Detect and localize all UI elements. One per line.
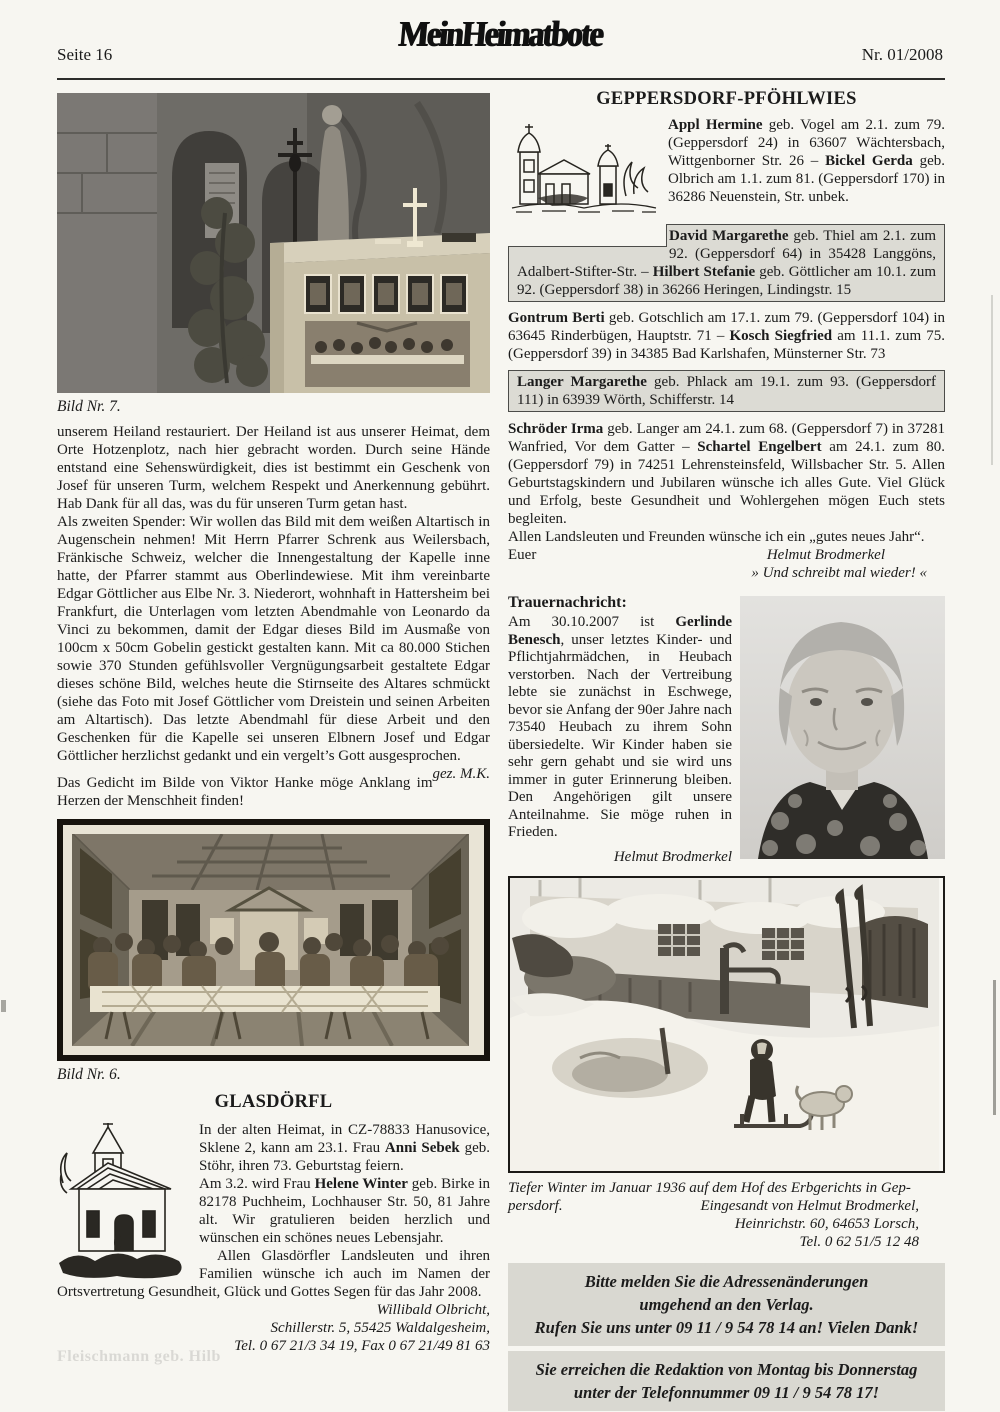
- paragraph-2-text: Als zweiten Spender: Wir wollen das Bild mit dem weißen Altartisch in Augenschein nehmen! Mit Herrn Pfarrer Schrenk aus Weilersbach, Fränkische Schweiz, welcher die Innengestaltung der Kapelle inne hatte, der Pfarrer stammt aus Oberlindewiese. Mit ihm vereinbarte Edgar Göttlicher aus Elbe Nr. 3. Niederort, wohnhaft in Hattersheim bei Frankfurt, die Unterlagen vom letzten Abendmahle von Leonardo da Vinci zu bekommen, damit der Edgar dieses Bild im Ausmaße von 100cm x 50cm Gobelin gestickt gestalten kann. Mit ca 80.000 Stichen sowie 370 Stunden gefühlsvoller Vergnügungsarbeit gestaltete Edgar dieses schöne Bild, welches heute die Stirnseite des Altares schmückt (siehe das Foto mit Josef Göttlicher vom Dreistein und seinen Arbeiten am Altartisch). Das letzte Abendmahl für diese Arbeit und den Geschenken für die Kapelle sei unseren Elbnern Josef und Edgar Göttlicher herzlichst gedankt und ein vergelt’s Gott ausgesprochen.: [57, 514, 490, 764]
- glasdoerfl-chapel-illustration: [57, 1123, 189, 1281]
- winter-caption-line2-right: Eingesandt von Helmut Brodmerkel,: [700, 1197, 919, 1214]
- birthdays-paragraph-2: Gontrum Berti geb. Gotschlich am 17.1. zum 79. (Geppersdorf 104) in 63645 Rinderbügen, Hauptstr. 71 – Kosch Siegfried am 11.1. zum 75. (Geppersdorf 39) in 34385 Bad Karlshafen, Münsterner Str. 73: [508, 310, 945, 362]
- gez-mk-signature: gez. M.K.: [432, 766, 490, 782]
- glasdoerfl-paragraph-2: Am 3.2. wird Frau Helene Winter geb. Birke in 82178 Puchheim, Lochhauser Str. 50, 81 Jahre alt. Wir gratulieren beiden herzlich und wünschen ein schönes neues Lebensjahr.: [199, 1176, 490, 1246]
- scan-artifact: [1, 1000, 6, 1012]
- glasdoerfl-section: [57, 1121, 490, 1355]
- address-change-notice: [508, 1263, 945, 1346]
- notice1-line2: umgehend an den Verlag.: [639, 1294, 814, 1314]
- birthdays-paragraph-3: Schröder Irma geb. Langer am 24.1. zum 68. (Geppersdorf 7) in 37281 Wanfried, Vor dem Gatter – Schartel Engelbert am 24.1. zum 80. (Geppersdorf 79) in 74251 Lehrensteinsfeld, Willsbacher Str. 5. Allen Geburtstagskindern und Jubilaren wünsche ich alles Gute. Viel Glück und Erfolg, beste Gesundheit und Wohlergehen mögen Euch stets begleiten.: [508, 421, 945, 527]
- geppersdorf-section: [508, 116, 945, 206]
- wishes-line: Allen Landsleuten und Freunden wünsche ich ein „gutes neues Jahr“.: [508, 529, 925, 545]
- gerlinde-benesch-portrait-photo: [740, 596, 945, 859]
- notice1-line1: Bitte melden Sie die Adressenänderungen: [584, 1271, 869, 1291]
- notice2-line1: Sie erreichen die Redaktion von Montag bis Donnerstag: [535, 1359, 918, 1379]
- right-column: [508, 88, 945, 1411]
- glasdoerfl-paragraph-3-text: Allen Glasdörfler Landsleuten und ihren Familien wünsche ich auch im Namen der Ortsvertretung Gesundheit, Glück und Gottes Segen für das Jahr 2008.: [57, 1248, 490, 1300]
- gobelin-photo-frame: [57, 819, 490, 1061]
- winter-photo-frame: [508, 876, 945, 1173]
- header-rule: [57, 78, 945, 80]
- wishes-euer: Euer: [508, 547, 537, 563]
- new-year-wishes: [508, 528, 945, 582]
- masthead-title: MeinHeimatbote: [396, 12, 604, 54]
- bild7-caption: Bild Nr. 7.: [57, 398, 121, 415]
- page-number: Seite 16: [57, 45, 113, 64]
- notice1-line3: Rufen Sie uns unter 09 11 / 9 54 78 14 an! Vielen Dank!: [534, 1317, 919, 1337]
- winter-1936-photo: [510, 878, 939, 1171]
- obituary-signature: Helmut Brodmerkel: [613, 848, 732, 865]
- altar-photo: [57, 93, 490, 393]
- wishes-postscript: » Und schreibt mal wieder! «: [751, 565, 927, 581]
- winter-caption-line2-left: persdorf.: [508, 1197, 563, 1214]
- last-supper-gobelin-photo: [72, 834, 469, 1046]
- bild6-caption: Bild Nr. 6.: [57, 1066, 121, 1083]
- article-paragraph-3: Das Gedicht im Bilde von Viktor Hanke möge Anklang im Herzen der Menschheit finden!: [57, 775, 433, 809]
- david-hilbert-text: David Margarethe geb. Thiel am 2.1. zum 92. (Geppersdorf 64) in 35428 Langgöns, Adalbert-Stifter-Str. – Hilbert Stefanie geb. Göttlicher am 10.1. zum 92. (Geppersdorf 38) in 36266 Heringen, Lindingstr. 15: [517, 228, 936, 298]
- geppersdorf-heading: GEPPERSDORF-PFÖHLWIES: [596, 89, 857, 109]
- langer-text: Langer Margarethe geb. Phlack am 19.1. zum 93. (Geppersdorf 111) in 63939 Wörth, Schifferstr. 14: [517, 374, 936, 408]
- david-hilbert-announcement-box: [508, 224, 945, 302]
- obituary-section: [508, 594, 945, 866]
- obituary-body: Am 30.10.2007 ist Gerlinde Benesch, unser letztes Kinder- und Pflichtjahrmädchen, in Heubach verstorben. Nach der Vertreibung lebte sie zunächst in Eschwege, bevor sie Anfang der 90er Jahre nach 73540 Heubach zu ihrem Sohn übersiedelte. Wir Kinder haben sie sehr gern gehabt und sie wird uns immer in guter Erinnerung bleiben. Den Angehörigen gilt unsere Anteilnahme. Sie möge ruhen in Frieden.: [508, 614, 732, 840]
- winter-caption-line1: Tiefer Winter im Januar 1936 auf dem Hof des Erbgerichts in Gep-: [508, 1179, 911, 1196]
- olbricht-address: Schillerstr. 5, 55425 Waldalgesheim,: [270, 1320, 490, 1336]
- obituary-heading: Trauernachricht:: [508, 594, 627, 611]
- langer-announcement-box: [508, 370, 945, 412]
- notice2-line2: unter der Telefonnummer 09 11 / 9 54 78 17!: [573, 1382, 880, 1402]
- brodmerkel-signature: Helmut Brodmerkel: [766, 547, 885, 563]
- winter-caption-line3: Heinrichstr. 60, 64653 Lorsch,: [734, 1215, 919, 1232]
- left-column: [57, 93, 490, 1355]
- article-paragraph-1: unserem Heiland restauriert. Der Heiland ist aus unserer Heimat, dem Orte Hotzenplotz, nach hier gebracht worden. Durch seine Hände entstand eine Sehenswürdigkeit, dies ist bestimmt ein Geschenk von Josef für unseren Turm, welchem Respekt und Anerkennung gebührt. Hab Dank für all das, was du für unseren Turm getan hast.: [57, 424, 490, 512]
- box-notch-patch: [508, 224, 667, 247]
- scan-artifact: [991, 295, 993, 465]
- winter-caption: [508, 1179, 945, 1251]
- olbricht-phone: Tel. 0 67 21/3 34 19, Fax 0 67 21/49 81 63: [234, 1338, 490, 1354]
- redaktion-notice: [508, 1351, 945, 1411]
- birthdays-paragraph-1: Appl Hermine geb. Vogel am 2.1. zum 79. (Geppersdorf 24) in 63607 Wächtersbach, Wittgenborner Str. 26 – Bickel Gerda geb. Olbrich am 1.1. zum 81. (Geppersdorf 170) in 36286 Neuenstein, Str. unbek.: [668, 117, 945, 205]
- olbricht-signature: Willibald Olbricht,: [376, 1302, 490, 1318]
- issue-number: Nr. 01/2008: [861, 45, 943, 64]
- article-paragraph-2: [57, 513, 490, 782]
- winter-caption-line4: Tel. 0 62 51/5 12 48: [799, 1233, 919, 1250]
- geppersdorf-church-illustration: [508, 118, 660, 218]
- glasdoerfl-heading: GLASDÖRFL: [214, 1092, 333, 1112]
- glasdoerfl-paragraph-1: In der alten Heimat, in CZ-78833 Hanusovice, Sklene 2, kann am 23.1. Frau Anni Sebek geb. Stöhr, ihren 73. Geburtstag feiern.: [199, 1122, 490, 1174]
- scan-artifact: [993, 980, 996, 1115]
- bleedthrough-text: Fleischmann geb. Hilb: [57, 1348, 221, 1365]
